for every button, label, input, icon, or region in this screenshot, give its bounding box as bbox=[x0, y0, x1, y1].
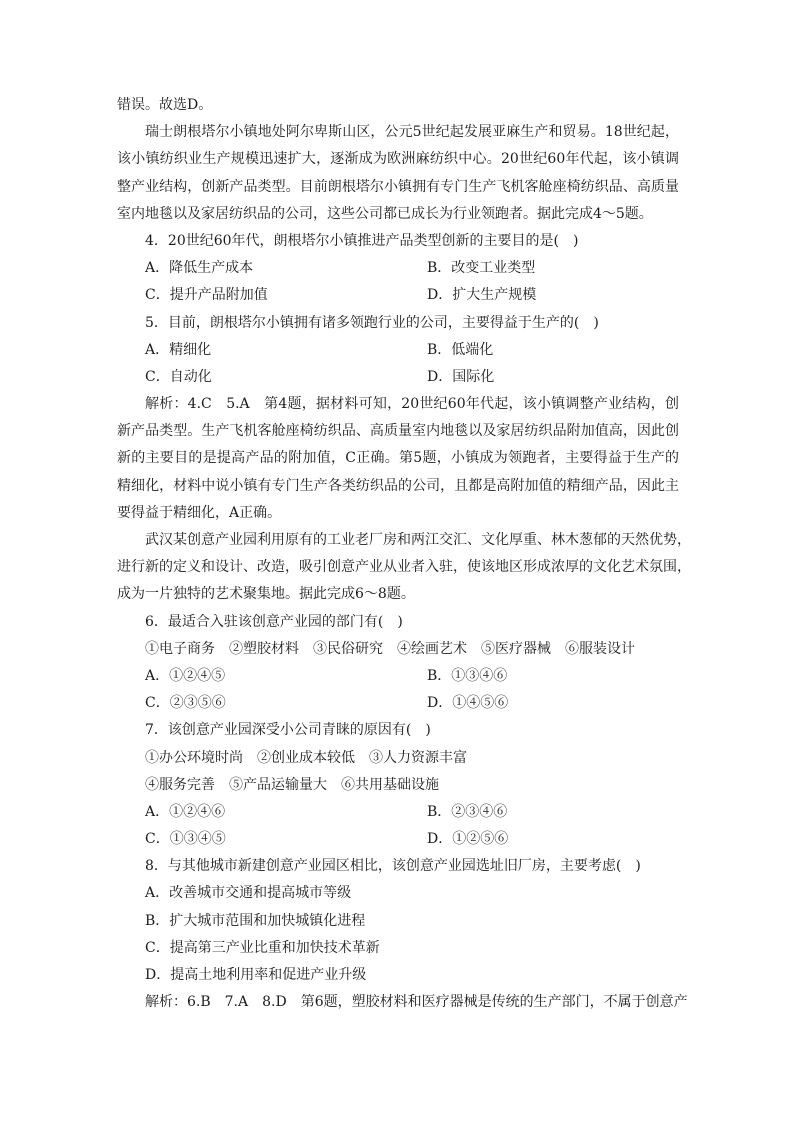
option-d: D．①②⑤⑥ bbox=[427, 831, 509, 848]
question-6 bbox=[117, 609, 679, 718]
analysis-line: 新的主要目的是提高产品的附加值，C正确。第5题，小镇成为领跑者，主要得益于生产的 bbox=[117, 450, 679, 467]
question-stem: 4．20世纪60年代，朗根塔尔小镇推进产品类型创新的主要目的是( ) bbox=[145, 232, 579, 249]
analysis-line: 解析：4.C 5.A 第4题，据材料可知，20世纪60年代起，该小镇调整产业结构，创 bbox=[145, 396, 679, 413]
paragraph-line: 瑞士朗根塔尔小镇地处阿尔卑斯山区，公元5世纪起发展亚麻生产和贸易。18世纪起， bbox=[145, 124, 679, 141]
question-stem: 5．目前，朗根塔尔小镇拥有诸多领跑行业的公司，主要得益于生产的( ) bbox=[145, 314, 599, 331]
option-c: C．①③④⑤ bbox=[145, 831, 226, 848]
option-row bbox=[117, 663, 679, 690]
option-d: D．提高土地利用率和促进产业升级 bbox=[145, 967, 367, 983]
analysis-6-8 bbox=[117, 989, 688, 1016]
paragraph-line: 错误。故选D。 bbox=[117, 97, 213, 113]
question-stem: 6．最适合入驻该创意产业园的部门有( ) bbox=[145, 613, 403, 630]
question-items: ①电子商务 ②塑胶材料 ③民俗研究 ④绘画艺术 ⑤医疗器械 ⑥服装设计 bbox=[145, 640, 635, 657]
option-row bbox=[117, 282, 679, 309]
option-row bbox=[117, 255, 679, 282]
option-a: A．精细化 bbox=[145, 341, 212, 358]
question-stem: 7．该创意产业园深受小公司青睐的原因有( ) bbox=[145, 722, 431, 739]
option-d: D．扩大生产规模 bbox=[427, 287, 537, 304]
question-items: ①办公环境时尚 ②创业成本较低 ③人力资源丰富 bbox=[145, 749, 467, 766]
paragraph-line: 成为一片独特的艺术聚集地。据此完成6～8题。 bbox=[117, 586, 415, 603]
question-items: ④服务完善 ⑤产品运输量大 ⑥共用基础设施 bbox=[145, 776, 439, 793]
option-a: A．降低生产成本 bbox=[145, 260, 254, 277]
option-a: A．改善城市交通和提高城市等级 bbox=[145, 885, 352, 902]
option-c: C．自动化 bbox=[145, 368, 212, 385]
option-row bbox=[117, 826, 679, 853]
paragraph-line: 该小镇纺织业生产规模迅速扩大，逐渐成为欧洲麻纺织中心。20世纪60年代起，该小镇调 bbox=[117, 151, 679, 168]
option-d: D．国际化 bbox=[427, 368, 495, 385]
question-5 bbox=[117, 310, 679, 392]
option-b: B．低端化 bbox=[427, 341, 494, 358]
option-row bbox=[117, 799, 679, 826]
question-4 bbox=[117, 228, 679, 310]
question-stem: 8．与其他城市新建创意产业园区相比，该创意产业园选址旧厂房，主要考虑( ) bbox=[145, 858, 641, 875]
analysis-line: 要得益于精细化，A正确。 bbox=[117, 504, 282, 521]
analysis-line: 解析：6.B 7.A 8.D 第6题，塑胶材料和医疗器械是传统的生产部门，不属于创意产 bbox=[145, 994, 688, 1011]
analysis-line: 新产品类型。生产飞机客舱座椅纺织品、高质量室内地毯以及家居纺织品附加值高，因此创 bbox=[117, 423, 679, 440]
material-paragraph-2 bbox=[117, 527, 691, 609]
option-row bbox=[117, 364, 679, 391]
option-a: A．①②④⑥ bbox=[145, 803, 226, 820]
option-d: D．①④⑤⑥ bbox=[427, 695, 509, 712]
paragraph-line: 室内地毯以及家居纺织品的公司，这些公司都已成长为行业领跑者。据此完成4～5题。 bbox=[117, 205, 653, 222]
analysis-4-5 bbox=[117, 391, 679, 527]
paragraph-line: 进行新的定义和设计、改造，吸引创意产业从业者入驻，使该地区形成浓厚的文化艺术氛围， bbox=[117, 559, 691, 576]
option-b: B．①③④⑥ bbox=[427, 667, 508, 684]
question-7 bbox=[117, 717, 679, 853]
material-paragraph-1 bbox=[117, 119, 679, 228]
option-c: C．提升产品附加值 bbox=[145, 287, 268, 304]
option-b: B．扩大城市范围和加快城镇化进程 bbox=[145, 912, 366, 929]
paragraph-line: 整产业结构，创新产品类型。目前朗根塔尔小镇拥有专门生产飞机客舱座椅纺织品、高质量 bbox=[117, 178, 679, 195]
option-a: A．①②④⑤ bbox=[145, 667, 226, 684]
option-b: B．②③④⑥ bbox=[427, 803, 508, 820]
option-row bbox=[117, 690, 679, 717]
analysis-line: 精细化，材料中说小镇有专门生产各类纺织品的公司，且都是高附加值的精细产品，因此主 bbox=[117, 477, 679, 494]
option-c: C．②③⑤⑥ bbox=[145, 695, 226, 712]
option-c: C．提高第三产业比重和加快技术革新 bbox=[145, 939, 380, 956]
paragraph-line: 武汉某创意产业园利用原有的工业老厂房和两江交汇、文化厚重、林木葱郁的天然优势， bbox=[145, 532, 691, 548]
option-b: B．改变工业类型 bbox=[427, 260, 536, 277]
question-8 bbox=[117, 853, 679, 989]
option-row bbox=[117, 337, 679, 364]
document-page bbox=[117, 92, 691, 1016]
